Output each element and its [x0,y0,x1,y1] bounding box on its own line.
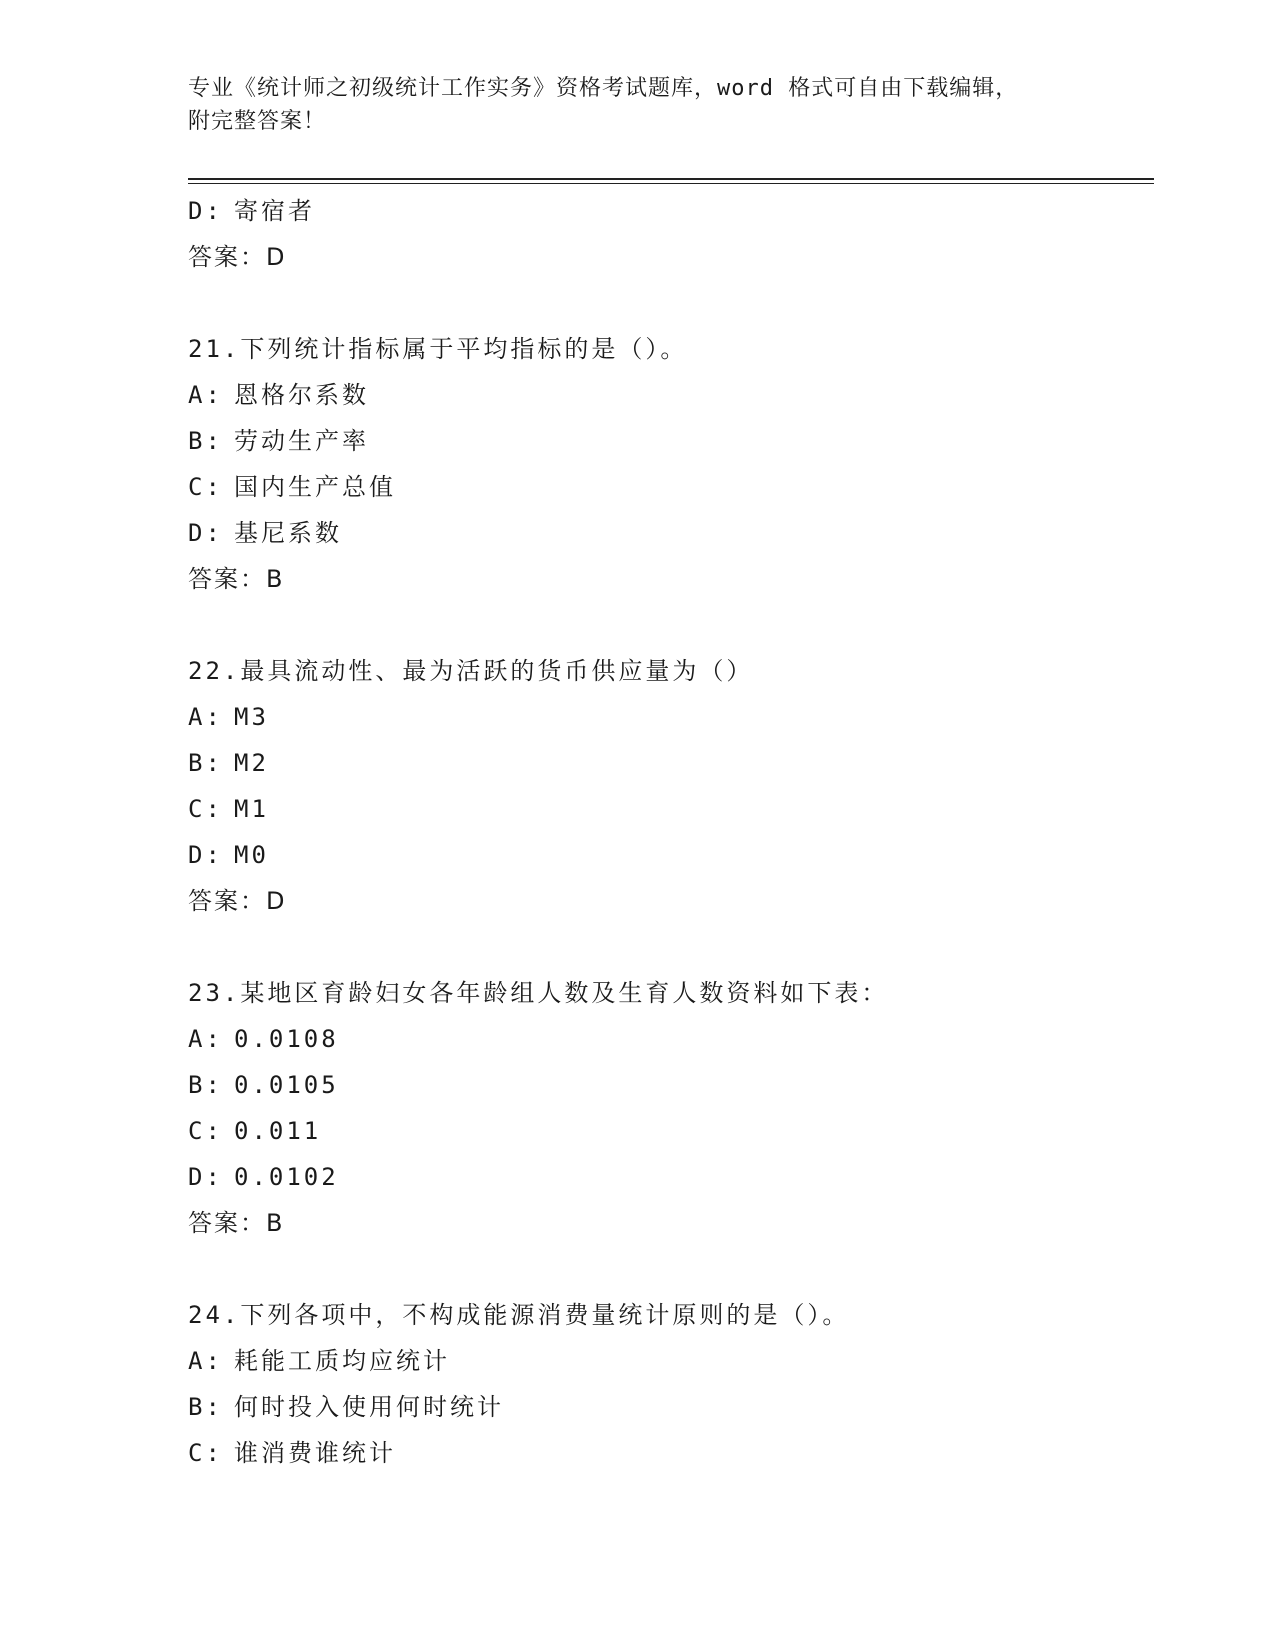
option-text: 何时投入使用何时统计 [234,1393,504,1421]
option-a [188,1016,1154,1062]
option-text: 0.011 [234,1117,322,1145]
option-text: 0.0108 [234,1025,339,1053]
page-header [188,72,1088,138]
option-text: M3 [234,703,269,731]
spacer [188,924,1154,970]
option-label: B: [188,749,223,777]
option-text: 谁消费谁统计 [234,1439,396,1467]
option-label: D: [188,197,223,225]
option-d [188,832,1154,878]
option-b [188,1384,1154,1430]
option-label: D: [188,519,223,547]
spacer [188,280,1154,326]
question-stem: 23.某地区育龄妇女各年龄组人数及生育人数资料如下表： [188,979,889,1007]
option-a [188,1338,1154,1384]
option-d [188,188,1154,234]
option-c [188,786,1154,832]
option-label: C: [188,1117,223,1145]
option-text: 耗能工质均应统计 [234,1347,450,1375]
option-d [188,1154,1154,1200]
spacer [188,1246,1154,1292]
option-text: M2 [234,749,269,777]
question-stem: 22.最具流动性、最为活跃的货币供应量为（） [188,657,754,685]
answer-line: 答案：D [188,887,287,915]
option-label: A: [188,1025,223,1053]
header-divider-thin [188,183,1154,184]
option-label: A: [188,703,223,731]
option-label: C: [188,473,223,501]
option-c [188,464,1154,510]
option-label: B: [188,427,223,455]
option-label: B: [188,1071,223,1099]
option-text: 基尼系数 [234,519,342,547]
option-label: C: [188,1439,223,1467]
option-b [188,740,1154,786]
answer-line: 答案：D [188,243,287,271]
header-line-1: 专业《统计师之初级统计工作实务》资格考试题库，word 格式可自由下载编辑， [188,76,1019,101]
option-d [188,510,1154,556]
option-text: 劳动生产率 [234,427,369,455]
option-label: C: [188,795,223,823]
header-divider-thick [188,178,1154,180]
option-a [188,694,1154,740]
option-label: B: [188,1393,223,1421]
option-label: D: [188,841,223,869]
option-text: M0 [234,841,269,869]
option-label: A: [188,381,223,409]
answer-line: 答案：B [188,565,285,593]
option-label: D: [188,1163,223,1191]
question-stem: 21.下列统计指标属于平均指标的是（）。 [188,335,688,363]
option-c [188,1108,1154,1154]
option-text: M1 [234,795,269,823]
option-text: 0.0102 [234,1163,339,1191]
spacer [188,602,1154,648]
question-stem: 24.下列各项中，不构成能源消费量统计原则的是（）。 [188,1301,850,1329]
option-b [188,418,1154,464]
option-text: 寄宿者 [234,197,315,225]
option-label: A: [188,1347,223,1375]
answer-line: 答案：B [188,1209,285,1237]
option-text: 0.0105 [234,1071,339,1099]
header-line-2: 附完整答案！ [188,109,327,134]
option-c [188,1430,1154,1476]
option-b [188,1062,1154,1108]
question-list [188,188,1154,1476]
option-text: 恩格尔系数 [234,381,369,409]
option-text: 国内生产总值 [234,473,396,501]
option-a [188,372,1154,418]
